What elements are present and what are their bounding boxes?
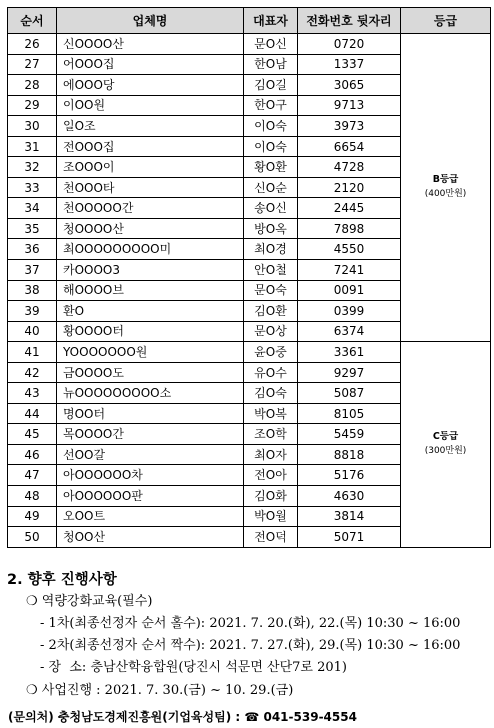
grade-title: C등급 [432,431,459,443]
cell-no: 26 [8,34,57,55]
cell-company: 뉴OOOOOOOOO소 [57,383,244,404]
cell-phone-suffix: 3973 [298,116,401,137]
bullet-circle-icon: ❍ [26,594,38,609]
table-row [8,34,491,55]
cell-phone-suffix: 9713 [298,95,401,116]
cell-representative: 한O구 [244,95,298,116]
cell-no: 50 [8,527,57,548]
cell-no: 46 [8,444,57,465]
cell-representative: 조O학 [244,424,298,445]
cell-company: 전OOO집 [57,136,244,157]
cell-phone-suffix: 7241 [298,260,401,281]
cell-representative: 유O수 [244,362,298,383]
cell-company: 일O조 [57,116,244,137]
cell-phone-suffix: 2445 [298,198,401,219]
cell-phone-suffix: 6654 [298,136,401,157]
cell-phone-suffix: 4728 [298,157,401,178]
cell-company: 해OOOO브 [57,280,244,301]
list-item: - 장 소: 충남산학융합원(당진시 석문면 산단7로 201) [40,660,347,675]
cell-phone-suffix: 5071 [298,527,401,548]
cell-representative: 전O아 [244,465,298,486]
cell-representative: 문O신 [244,34,298,55]
cell-representative: 최O자 [244,444,298,465]
cell-no: 38 [8,280,57,301]
cell-representative: 신O순 [244,177,298,198]
cell-representative: 이O숙 [244,116,298,137]
cell-no: 31 [8,136,57,157]
section-title: 2. 향후 진행사항 [7,572,117,588]
cell-company: YOOOOOOO원 [57,342,244,363]
cell-phone-suffix: 6374 [298,321,401,342]
cell-representative: 한O남 [244,54,298,75]
cell-company: 최OOOOOOOOO미 [57,239,244,260]
cell-no: 36 [8,239,57,260]
cell-no: 29 [8,95,57,116]
cell-company: 청OO산 [57,527,244,548]
cell-company: 선OO갈 [57,444,244,465]
cell-phone-suffix: 0091 [298,280,401,301]
cell-phone-suffix: 5459 [298,424,401,445]
cell-representative: 김O환 [244,301,298,322]
cell-company: 조OOO이 [57,157,244,178]
cell-phone-suffix: 3065 [298,75,401,96]
cell-company: 천OOO타 [57,177,244,198]
cell-phone-suffix: 3361 [298,342,401,363]
cell-no: 42 [8,362,57,383]
cell-representative: 이O숙 [244,136,298,157]
cell-company: 천OOOOO간 [57,198,244,219]
table-header-row [8,8,491,34]
header-no: 순서 [8,8,57,34]
cell-company: 황OOOO터 [57,321,244,342]
cell-phone-suffix: 9297 [298,362,401,383]
cell-phone-suffix: 5087 [298,383,401,404]
contact-line [8,708,357,725]
cell-representative: 김O화 [244,486,298,507]
cell-phone-suffix: 7898 [298,218,401,239]
cell-no: 33 [8,177,57,198]
cell-company: 목OOOO간 [57,424,244,445]
cell-no: 32 [8,157,57,178]
cell-phone-suffix: 0720 [298,34,401,55]
cell-no: 45 [8,424,57,445]
grade-amount: (400만원) [424,188,467,199]
list-item: - 1차(최종선정자 순서 홀수): 2021. 7. 20.(화), 22.(목) 10:30 ~ 16:00 [40,616,461,631]
cell-phone-suffix: 8818 [298,444,401,465]
grade-title: B등급 [432,174,459,186]
cell-representative: 김O길 [244,75,298,96]
cell-representative: 김O숙 [244,383,298,404]
cell-no: 37 [8,260,57,281]
cell-representative: 문O상 [244,321,298,342]
phone-icon: ☎ [244,710,260,724]
header-phone-suffix: 전화번호 뒷자리 [298,8,401,34]
cell-no: 43 [8,383,57,404]
header-grade: 등급 [401,8,491,34]
contact-label: (문의처) 충청남도경제진흥원(기업육성팀) : [8,710,245,724]
cell-phone-suffix: 2120 [298,177,401,198]
cell-phone-suffix: 3814 [298,506,401,527]
cell-no: 44 [8,403,57,424]
cell-phone-suffix: 5176 [298,465,401,486]
table-body [8,34,491,548]
cell-no: 39 [8,301,57,322]
header-company: 업체명 [57,8,244,34]
cell-company: 아OOOOOO판 [57,486,244,507]
cell-no: 27 [8,54,57,75]
bullet-circle-icon: ❍ [26,683,38,698]
cell-no: 30 [8,116,57,137]
dash-marker: - [40,660,45,675]
cell-representative: 송O신 [244,198,298,219]
cell-phone-suffix: 0399 [298,301,401,322]
cell-representative: 방O옥 [244,218,298,239]
dash-marker: - [40,638,45,653]
cell-phone-suffix: 8105 [298,403,401,424]
cell-representative: 윤O중 [244,342,298,363]
cell-company: 어OOO집 [57,54,244,75]
cell-representative: 전O덕 [244,527,298,548]
cell-no: 34 [8,198,57,219]
cell-company: 에OOO당 [57,75,244,96]
cell-phone-suffix: 4550 [298,239,401,260]
cell-company: 명OO터 [57,403,244,424]
cell-no: 28 [8,75,57,96]
cell-phone-suffix: 4630 [298,486,401,507]
cell-phone-suffix: 1337 [298,54,401,75]
list-item: ❍ 역량강화교육(필수) [26,594,153,609]
dash-marker: - [40,616,45,631]
cell-company: 청OOOO산 [57,218,244,239]
grade-cell [401,342,491,548]
cell-no: 35 [8,218,57,239]
cell-representative: 안O철 [244,260,298,281]
company-grade-table [7,7,491,548]
cell-representative: 황O환 [244,157,298,178]
cell-representative: 박O월 [244,506,298,527]
cell-no: 49 [8,506,57,527]
cell-company: 신OOOO산 [57,34,244,55]
table-row [8,342,491,363]
cell-no: 40 [8,321,57,342]
list-item: ❍ 사업진행 : 2021. 7. 30.(금) ~ 10. 29.(금) [26,683,294,698]
cell-representative: 문O숙 [244,280,298,301]
grade-cell [401,34,491,342]
cell-no: 41 [8,342,57,363]
cell-company: 카OOOO3 [57,260,244,281]
cell-company: 환O [57,301,244,322]
grade-amount: (300만원) [424,445,467,456]
cell-representative: 최O경 [244,239,298,260]
contact-phone: 041-539-4554 [263,710,357,724]
cell-representative: 박O복 [244,403,298,424]
cell-company: 금OOOO도 [57,362,244,383]
cell-company: 이OO원 [57,95,244,116]
cell-no: 47 [8,465,57,486]
cell-company: 오OO트 [57,506,244,527]
cell-no: 48 [8,486,57,507]
cell-company: 아OOOOOO차 [57,465,244,486]
header-representative: 대표자 [244,8,298,34]
list-item: - 2차(최종선정자 순서 짝수): 2021. 7. 27.(화), 29.(목) 10:30 ~ 16:00 [40,638,461,653]
